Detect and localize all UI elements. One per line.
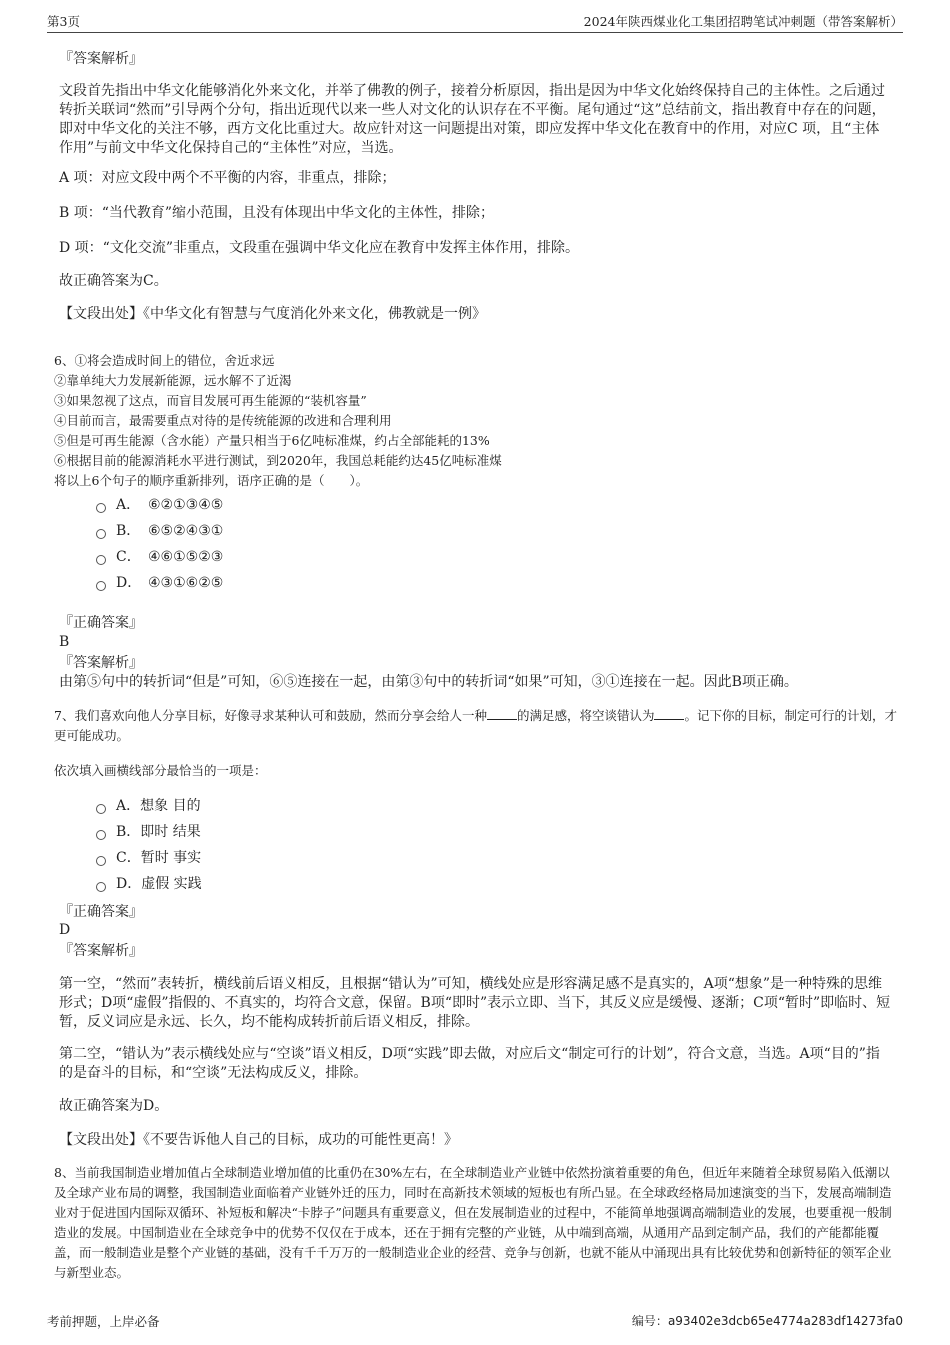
- q7-option-d[interactable]: [96, 875, 202, 893]
- radio-icon[interactable]: [96, 856, 106, 866]
- q6-option-b[interactable]: [96, 522, 223, 540]
- footer-slogan: 考前押题，上岸必备: [47, 1314, 160, 1329]
- q6-sentence-2: ②靠单纯大力发展新能源，远水解不了近渴: [54, 373, 292, 388]
- page-number: 第3页: [47, 14, 80, 29]
- option-text: 暂时 事实: [140, 850, 202, 866]
- q7-prompt: 依次填入画横线部分最恰当的一项是：: [54, 763, 267, 778]
- option-text: ⑥⑤②④③①: [148, 523, 224, 539]
- radio-icon[interactable]: [96, 830, 106, 840]
- q7-analysis-label: 『答案解析』: [59, 943, 143, 959]
- radio-icon[interactable]: [96, 555, 106, 565]
- option-text: 即时 结果: [140, 824, 201, 840]
- option-letter: C．: [116, 549, 141, 565]
- q7-blank-2: [654, 707, 684, 720]
- radio-icon[interactable]: [96, 882, 106, 892]
- q6-sentence-1: 6、①将会造成时间上的错位，舍近求远: [54, 353, 275, 368]
- code-value: a93402e3dcb65e4774a283df14273fa0: [667, 1314, 903, 1328]
- q7-analysis-paragraph-1: 第一空，“然而”表转折，横线前后语义相反，且根据“错认为”可知，横线处应是形容满足感不是真实的，A项“想象”是一种特殊的思维形式；D项“虚假”指假的、不真实的，均符合文意，保留。B项“即时”表示立即、当下，其反义应是缓慢、逐渐；C项“暂时”即临时、短暂，反义词应是永远、长久，均不能构成转折前后语义相反，排除。: [59, 976, 891, 1030]
- q8-stem: 8、当前我国制造业增加值占全球制造业增加值的比重仍在30%左右，在全球制造业产业链中依然扮演着重要的角色，但近年来随着全球贸易陷入低潮以及全球产业布局的调整，我国制造业面临着产业链外迁的压力，同时在高新技术领域的短板也有所凸显。在全球政经格局加速演变的当下，发展高端制造业对于促进国内国际双循环、补短板和解决“卡脖子”问题具有重要意义，但在发展制造业的过程中，不能简单地强调高端制造业的发展，也要重视一般制造业的发展。中国制造业在全球竞争中的优势不仅仅在于成本，还在于拥有完整的产业链，从中端到高端，从通用产品到定制产品，我们的产能都能覆盖，而一般制造业是整个产业链的基础，没有千千万万的一般制造业企业的经营、竞争与创新，也就不能从中涌现出具有比较优势和创新特征的领军企业与新型业态。: [54, 1165, 892, 1280]
- q7-stem-part-c: 。记下你的目标，制定可行的计划，才更可能成功。: [54, 708, 897, 743]
- q6-option-d[interactable]: [96, 574, 223, 592]
- q7-blank-1: [487, 707, 517, 720]
- q6-correct-answer: B: [59, 634, 70, 650]
- q6-sentence-4: ④目前而言，最需要重点对待的是传统能源的改进和合理利用: [54, 413, 392, 428]
- q7-source: 【文段出处】《不要告诉他人自己的目标，成功的可能性更高！》: [59, 1132, 458, 1148]
- q5-analysis-option-b: B 项：“当代教育”缩小范围，且没有体现出中华文化的主体性，排除；: [59, 205, 495, 221]
- q7-stem-part-a: 7、我们喜欢向他人分享目标，好像寻求某种认可和鼓励，然而分享会给人一种: [54, 708, 487, 723]
- q7-option-a[interactable]: [96, 797, 201, 815]
- q5-analysis-paragraph: 文段首先指出中华文化能够消化外来文化，并举了佛教的例子，接着分析原因，指出是因为中华文化始终保持自己的主体性。之后通过转折关联词“然而”引导两个分句，指出近现代以来一些人对文化的认识存在不平衡。尾句通过“这”总结前文，指出教育中存在的问题，即对中华文化的关注不够，西方文化比重过大。故应针对这一问题提出对策，即应发挥中华文化在教育中的作用，对应C 项，且“主体作用”与前文中华文化保持自己的“主体性”对应，当选。: [59, 83, 886, 156]
- q6-analysis-label: 『答案解析』: [59, 655, 143, 671]
- option-letter: D．: [116, 876, 142, 892]
- code-label: 编号：: [631, 1314, 668, 1328]
- q6-option-c[interactable]: [96, 548, 223, 566]
- q7-stem: [54, 706, 898, 746]
- radio-icon[interactable]: [96, 503, 106, 513]
- q7-option-c[interactable]: [96, 849, 201, 867]
- document-title: 2024年陕西煤业化工集团招聘笔试冲刺题（带答案解析）: [583, 14, 903, 29]
- page-header: [47, 10, 903, 33]
- q7-option-b[interactable]: [96, 823, 201, 841]
- option-letter: B．: [116, 523, 141, 539]
- option-text: 虚假 实践: [141, 876, 202, 892]
- q6-prompt: 将以上6个句子的顺序重新排列，语序正确的是（ ）。: [54, 473, 369, 488]
- q7-stem-part-b: 的满足感，将空谈错认为: [516, 708, 655, 723]
- q6-sentence-3: ③如果忽视了这点，而盲目发展可再生能源的“装机容量”: [54, 393, 367, 408]
- q6-analysis: 由第⑤句中的转折词“但是”可知，⑥⑤连接在一起，由第③句中的转折词“如果”可知，③①连接在一起。因此B项正确。: [59, 674, 798, 690]
- option-text: ⑥②①③④⑤: [148, 497, 224, 513]
- option-text: ④③①⑥②⑤: [148, 575, 224, 591]
- q5-analysis-option-a: A 项：对应文段中两个不平衡的内容，非重点，排除；: [59, 170, 396, 186]
- q5-conclusion: 故正确答案为C。: [59, 273, 168, 289]
- q5-source: 【文段出处】《中华文化有智慧与气度消化外来文化，佛教就是一例》: [59, 306, 486, 322]
- q5-analysis-label: 『答案解析』: [59, 51, 143, 67]
- q7-correct-label: 『正确答案』: [59, 904, 143, 920]
- q7-analysis-paragraph-2: 第二空，“错认为”表示横线处应与“空谈”语义相反，D项“实践”即去做，对应后文“制定可行的计划”，符合文意，当选。A项“目的”指的是奋斗的目标，和“空谈”无法构成反义，排除。: [59, 1046, 880, 1081]
- q7-conclusion: 故正确答案为D。: [59, 1098, 169, 1114]
- q6-sentence-6: ⑥根据目前的能源消耗水平进行测试，到2020年，我国总耗能约达45亿吨标准煤: [54, 453, 502, 468]
- q7-correct-answer: D: [59, 922, 71, 938]
- radio-icon[interactable]: [96, 804, 106, 814]
- option-text: 想象 目的: [140, 798, 201, 814]
- option-letter: D．: [116, 575, 142, 591]
- option-letter: C．: [116, 850, 141, 866]
- q5-analysis-option-d: D 项：“文化交流”非重点，文段重在强调中华文化应在教育中发挥主体作用，排除。: [59, 240, 579, 256]
- radio-icon[interactable]: [96, 529, 106, 539]
- radio-icon[interactable]: [96, 581, 106, 591]
- document-code: [632, 1312, 903, 1329]
- q6-correct-label: 『正确答案』: [59, 615, 143, 631]
- option-text: ④⑥①⑤②③: [148, 549, 224, 565]
- option-letter: A．: [116, 798, 141, 814]
- option-letter: A．: [116, 497, 141, 513]
- option-letter: B．: [116, 824, 141, 840]
- q6-option-a[interactable]: [96, 496, 223, 514]
- q6-sentence-5: ⑤但是可再生能源（含水能）产量只相当于6亿吨标准煤，约占全部能耗的13%: [54, 433, 490, 448]
